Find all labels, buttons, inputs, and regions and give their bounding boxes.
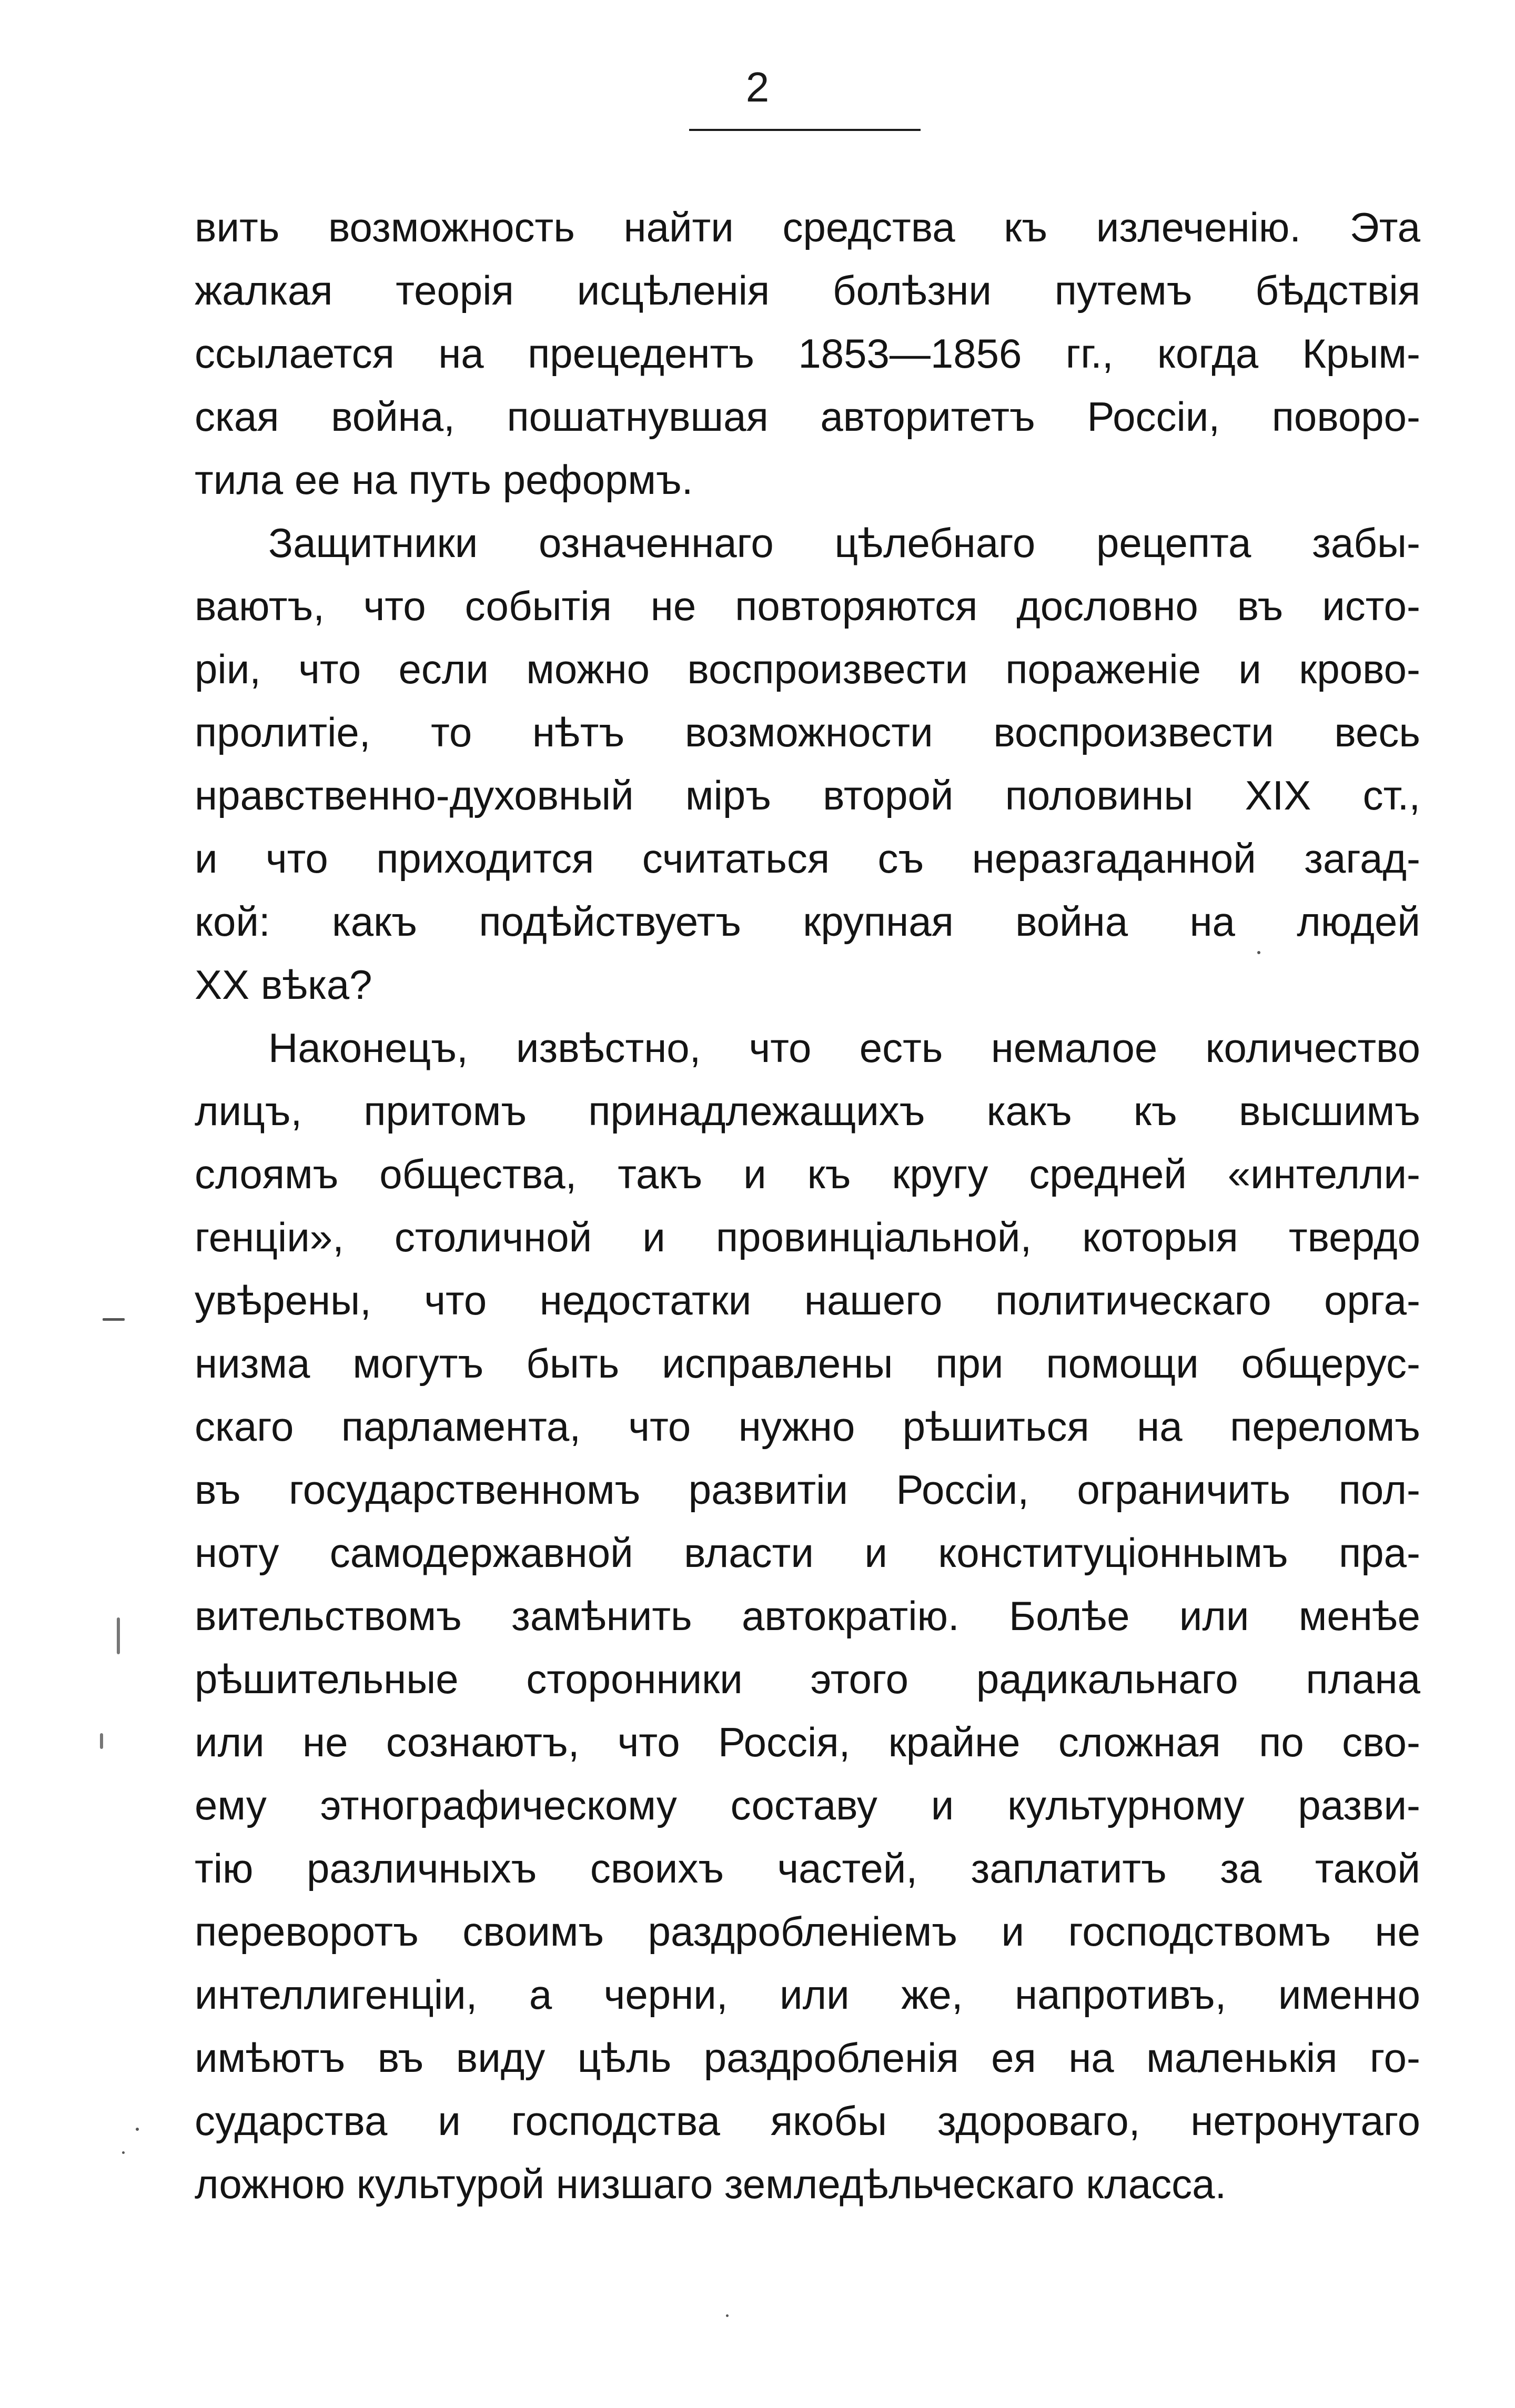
text-line: ссылается на прецедентъ 1853—1856 гг., когда Крым- bbox=[195, 330, 1420, 377]
text-line: переворотъ своимъ раздробленіемъ и господствомъ не bbox=[195, 1908, 1420, 1955]
text-line: вительствомъ замѣнить автократію. Болѣе или менѣе bbox=[195, 1593, 1420, 1639]
margin-bracket-mark bbox=[117, 1617, 120, 1654]
text-line: интеллигенціи, а черни, или же, напротивъ, именно bbox=[195, 1971, 1420, 2018]
text-line: вить возможность найти средства къ излеченію. Эта bbox=[195, 204, 1420, 250]
text-line: тію различныхъ своихъ частей, заплатитъ за такой bbox=[195, 1845, 1420, 1891]
text-line: ская война, пошатнувшая авторитетъ Россіи, поворо- bbox=[195, 393, 1420, 440]
text-line: увѣрены, что недостатки нашего политическаго орга- bbox=[195, 1277, 1420, 1323]
text-line: слоямъ общества, такъ и къ кругу средней «интелли- bbox=[195, 1151, 1420, 1197]
text-line: ложною культурой низшаго земледѣльческаго класса. bbox=[195, 2161, 1227, 2207]
text-line: и что приходится считаться съ неразгаданной загад- bbox=[195, 835, 1420, 882]
text-line: Наконецъ, извѣстно, что есть немалое количество bbox=[268, 1025, 1420, 1071]
text-line: ваютъ, что событія не повторяются дословно въ исто- bbox=[195, 583, 1420, 629]
text-line: жалкая теорія исцѣленія болѣзни путемъ бѣдствія bbox=[195, 267, 1420, 313]
margin-speck bbox=[136, 2128, 139, 2131]
text-line: или не сознаютъ, что Россія, крайне сложная по сво- bbox=[195, 1719, 1420, 1765]
margin-dash-mark bbox=[103, 1318, 125, 1321]
text-line: ноту самодержавной власти и конституціоннымъ пра- bbox=[195, 1530, 1420, 1576]
page-speck bbox=[1257, 951, 1260, 954]
margin-speck bbox=[122, 2151, 125, 2154]
text-line: ріи, что если можно воспроизвести пораженіе и крово- bbox=[195, 646, 1420, 692]
text-line: генціи», столичной и провинціальной, которыя твердо bbox=[195, 1214, 1420, 1260]
text-line: въ государственномъ развитіи Россіи, ограничить пол- bbox=[195, 1466, 1420, 1513]
text-line: низма могутъ быть исправлены при помощи общерус- bbox=[195, 1340, 1420, 1387]
text-line: рѣшительные сторонники этого радикальнаго плана bbox=[195, 1656, 1420, 1702]
header-rule bbox=[689, 129, 921, 131]
text-line: кой: какъ подѣйствуетъ крупная война на людей bbox=[195, 898, 1420, 945]
text-line: тила ее на путь реформъ. bbox=[195, 457, 693, 503]
page-number: 2 bbox=[745, 64, 770, 110]
text-line: XX вѣка? bbox=[195, 962, 372, 1008]
text-line: пролитіе, то нѣтъ возможности воспроизвести весь bbox=[195, 709, 1420, 755]
text-line: сударства и господства якобы здороваго, нетронутаго bbox=[195, 2098, 1420, 2144]
text-line: имѣютъ въ виду цѣль раздробленія ея на маленькія го- bbox=[195, 2035, 1420, 2081]
text-line: Защитники означеннаго цѣлебнаго рецепта забы- bbox=[268, 520, 1420, 566]
text-line: лицъ, притомъ принадлежащихъ какъ къ высшимъ bbox=[195, 1088, 1420, 1134]
text-line: ему этнографическому составу и культурному разви- bbox=[195, 1782, 1420, 1828]
page-speck bbox=[726, 2314, 729, 2317]
text-line: скаго парламента, что нужно рѣшиться на переломъ bbox=[195, 1403, 1420, 1450]
margin-tick-mark bbox=[100, 1733, 103, 1749]
text-line: нравственно-духовный міръ второй половины XIX ст., bbox=[195, 772, 1420, 818]
